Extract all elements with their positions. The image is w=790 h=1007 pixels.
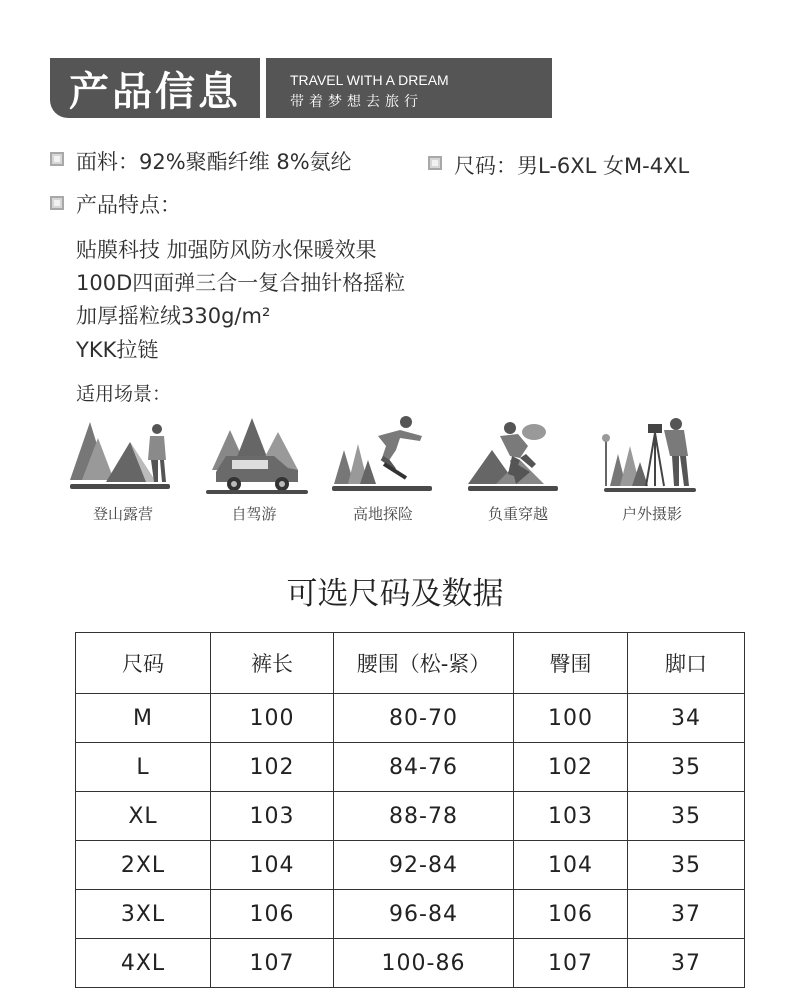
table-cell: XL [76,792,211,841]
table-row [76,743,745,792]
table-cell: 2XL [76,841,211,890]
table-cell: 92-84 [334,841,514,890]
table-cell: 96-84 [334,890,514,939]
slogan-english: TRAVEL WITH A DREAM [290,72,449,88]
hiking-icon [466,410,576,500]
table-cell: 35 [628,743,745,792]
table-cell: 37 [628,939,745,988]
table-row [76,890,745,939]
table-row [76,939,745,988]
feature-item: 贴膜科技 加强防风防水保暖效果 [76,238,377,262]
features-label: 产品特点： [76,193,181,217]
bullet-icon [50,152,64,166]
table-row [76,841,745,890]
column-header: 尺码 [76,633,211,694]
size-spec: 尺码：男L-6XL 女M-4XL [454,154,690,178]
fabric-spec: 面料：92%聚酯纤维 8%氨纶 [76,150,352,174]
size-table-title: 可选尺码及数据 [286,576,504,612]
table-cell: 88-78 [334,792,514,841]
bullet-icon [428,156,442,170]
feature-item: 加厚摇粒绒330g/m² [76,304,271,328]
table-cell: 4XL [76,939,211,988]
table-cell: 80-70 [334,694,514,743]
table-cell: 100 [211,694,334,743]
scene-label-photography: 户外摄影 [621,505,682,523]
table-cell: 37 [628,890,745,939]
camping-icon [68,410,178,500]
page-title: 产品信息 [50,58,260,118]
scene-label-road-trip: 自驾游 [231,505,277,523]
column-header: 裤长 [211,633,334,694]
slogan-chinese: 带着梦想去旅行 [290,94,423,110]
table-cell: 100-86 [334,939,514,988]
table-cell: 35 [628,841,745,890]
size-table [75,632,745,988]
table-cell: 84-76 [334,743,514,792]
table-cell: 35 [628,792,745,841]
table-cell: 3XL [76,890,211,939]
table-cell: L [76,743,211,792]
table-header-row [76,633,745,694]
table-cell: 100 [514,694,628,743]
table-cell: M [76,694,211,743]
table-cell: 107 [514,939,628,988]
slogan-banner [266,58,552,118]
road-trip-icon [202,410,312,500]
column-header: 腰围（松-紧） [334,633,514,694]
table-cell: 104 [514,841,628,890]
table-cell: 34 [628,694,745,743]
table-row [76,792,745,841]
table-cell: 104 [211,841,334,890]
scenes-label: 适用场景： [76,383,172,405]
scene-label-camping: 登山露营 [92,505,153,523]
column-header: 脚口 [628,633,745,694]
photography-icon [600,410,710,500]
bullet-icon [50,196,64,210]
feature-item: 100D四面弹三合一复合抽针格摇粒 [76,271,406,295]
scene-label-skiing: 高地探险 [352,505,413,523]
table-cell: 106 [211,890,334,939]
table-cell: 107 [211,939,334,988]
skiing-icon [330,410,440,500]
table-cell: 103 [514,792,628,841]
feature-item: YKK拉链 [76,338,159,362]
table-cell: 103 [211,792,334,841]
column-header: 臀围 [514,633,628,694]
table-row [76,694,745,743]
table-cell: 102 [211,743,334,792]
table-cell: 102 [514,743,628,792]
scene-label-hiking: 负重穿越 [487,505,548,523]
table-cell: 106 [514,890,628,939]
